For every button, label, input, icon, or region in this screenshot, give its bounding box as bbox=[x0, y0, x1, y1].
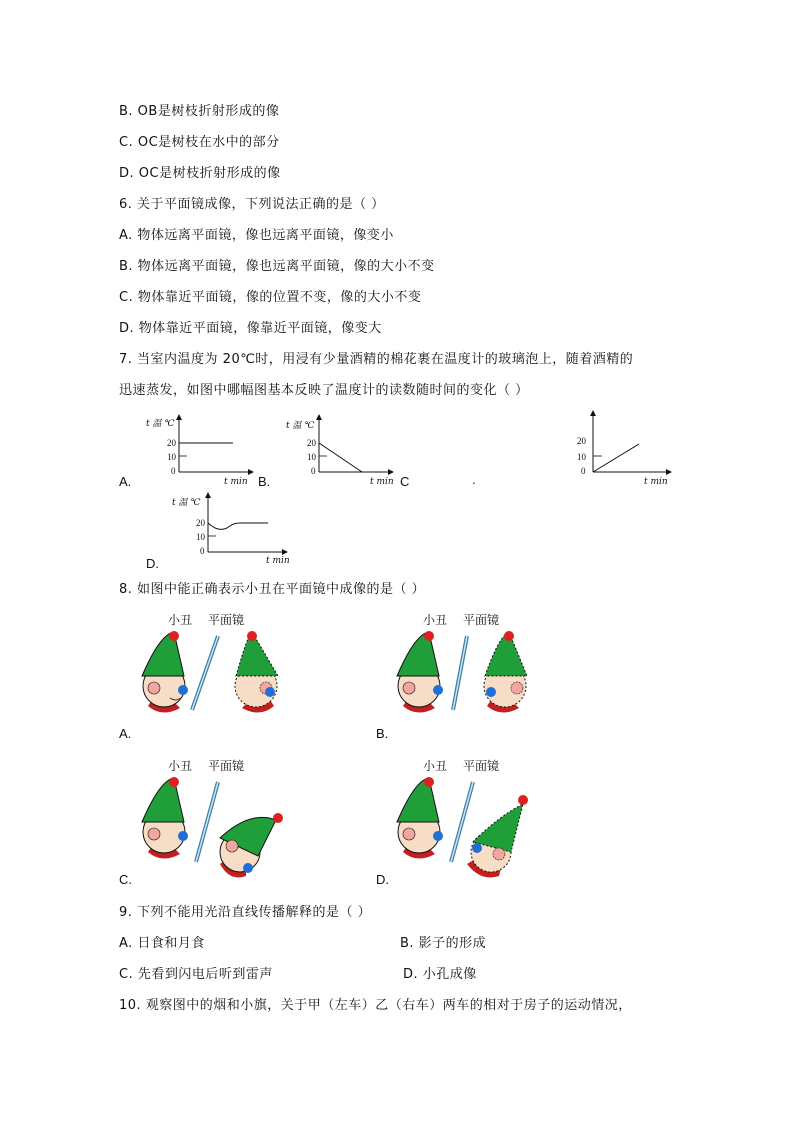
question-7-line2: 迅速蒸发，如图中哪幅图基本反映了温度计的读数随时间的变化（ ） bbox=[119, 383, 529, 398]
clown-label: 小丑 bbox=[168, 613, 193, 627]
mirror-label: 平面镜 bbox=[208, 613, 245, 627]
y-axis-label: t 温 ℃ bbox=[286, 421, 315, 431]
q8-figure-b bbox=[395, 610, 545, 720]
tick-20: 20 bbox=[577, 436, 586, 446]
q7-label-d: D. bbox=[146, 556, 159, 571]
q8-figure-d bbox=[395, 756, 545, 886]
tick-0: 0 bbox=[171, 466, 176, 476]
x-axis-label: t min bbox=[644, 477, 668, 487]
graph-b-line bbox=[319, 443, 362, 472]
q8-figure-a bbox=[140, 610, 290, 720]
tick-0: 0 bbox=[200, 546, 205, 556]
question-10: 10. 观察图中的烟和小旗，关于甲（左车）乙（右车）两车的相对于房子的运动情况， bbox=[119, 998, 632, 1013]
q6-option-b: B. 物体远离平面镜，像也远离平面镜，像的大小不变 bbox=[119, 259, 435, 274]
q8-figure-c bbox=[140, 756, 290, 886]
q7-label-c: C bbox=[400, 474, 410, 489]
q6-option-d: D. 物体靠近平面镜，像靠近平面镜，像变大 bbox=[119, 321, 382, 336]
graph-d-line bbox=[208, 523, 268, 529]
q8-label-d: D. bbox=[376, 872, 389, 887]
clown-label: 小丑 bbox=[168, 759, 193, 773]
clown-label: 小丑 bbox=[423, 613, 448, 627]
q8-label-a: A. bbox=[119, 726, 132, 741]
tick-20: 20 bbox=[307, 438, 316, 448]
tick-0: 0 bbox=[581, 466, 586, 476]
q9-option-c: C. 先看到闪电后听到雷声 bbox=[119, 967, 273, 982]
tick-20: 20 bbox=[196, 518, 205, 528]
q7-label-dot: . bbox=[472, 472, 476, 487]
q5-option-d: D. OC是树枝折射形成的像 bbox=[119, 166, 281, 181]
question-8: 8. 如图中能正确表示小丑在平面镜中成像的是（ ） bbox=[119, 582, 426, 597]
q9-option-a: A. 日食和月食 bbox=[119, 936, 205, 951]
q7-label-b: B. bbox=[258, 474, 271, 489]
q7-graph-c bbox=[560, 408, 680, 488]
x-axis-label: t min bbox=[224, 477, 248, 487]
question-9: 9. 下列不能用光沿直线传播解释的是（ ） bbox=[119, 905, 372, 920]
graph-c-line bbox=[593, 444, 639, 472]
q7-label-a: A. bbox=[119, 474, 132, 489]
q5-option-c: C. OC是树枝在水中的部分 bbox=[119, 135, 280, 150]
tick-20: 20 bbox=[167, 438, 176, 448]
q7-graph-a bbox=[140, 412, 260, 487]
y-axis-label: t 温 ℃ bbox=[146, 419, 175, 429]
tick-10: 10 bbox=[577, 452, 586, 462]
q6-option-a: A. 物体远离平面镜，像也远离平面镜，像变小 bbox=[119, 228, 394, 243]
tick-10: 10 bbox=[167, 452, 176, 462]
question-7-line1: 7. 当室内温度为 20℃时，用浸有少量酒精的棉花裹在温度计的玻璃泡上，随着酒精的 bbox=[119, 352, 634, 367]
q6-option-c: C. 物体靠近平面镜，像的位置不变，像的大小不变 bbox=[119, 290, 422, 305]
mirror-label: 平面镜 bbox=[208, 759, 245, 773]
tick-10: 10 bbox=[307, 452, 316, 462]
tick-10: 10 bbox=[196, 532, 205, 542]
q7-graph-b bbox=[280, 412, 400, 487]
x-axis-label: t min bbox=[370, 477, 394, 487]
mirror-label: 平面镜 bbox=[463, 613, 500, 627]
q8-label-b: B. bbox=[376, 726, 389, 741]
q5-option-b: B. OB是树枝折射形成的像 bbox=[119, 104, 280, 119]
q8-label-c: C. bbox=[119, 872, 132, 887]
question-6: 6. 关于平面镜成像，下列说法正确的是（ ） bbox=[119, 197, 385, 212]
q9-option-d: D. 小孔成像 bbox=[403, 967, 477, 982]
tick-0: 0 bbox=[311, 466, 316, 476]
clown-label: 小丑 bbox=[423, 759, 448, 773]
y-axis-label: t 温 ℃ bbox=[172, 498, 201, 508]
q9-option-b: B. 影子的形成 bbox=[400, 936, 487, 951]
mirror-label: 平面镜 bbox=[463, 759, 500, 773]
x-axis-label: t min bbox=[266, 556, 290, 565]
q7-graph-d bbox=[168, 490, 298, 565]
